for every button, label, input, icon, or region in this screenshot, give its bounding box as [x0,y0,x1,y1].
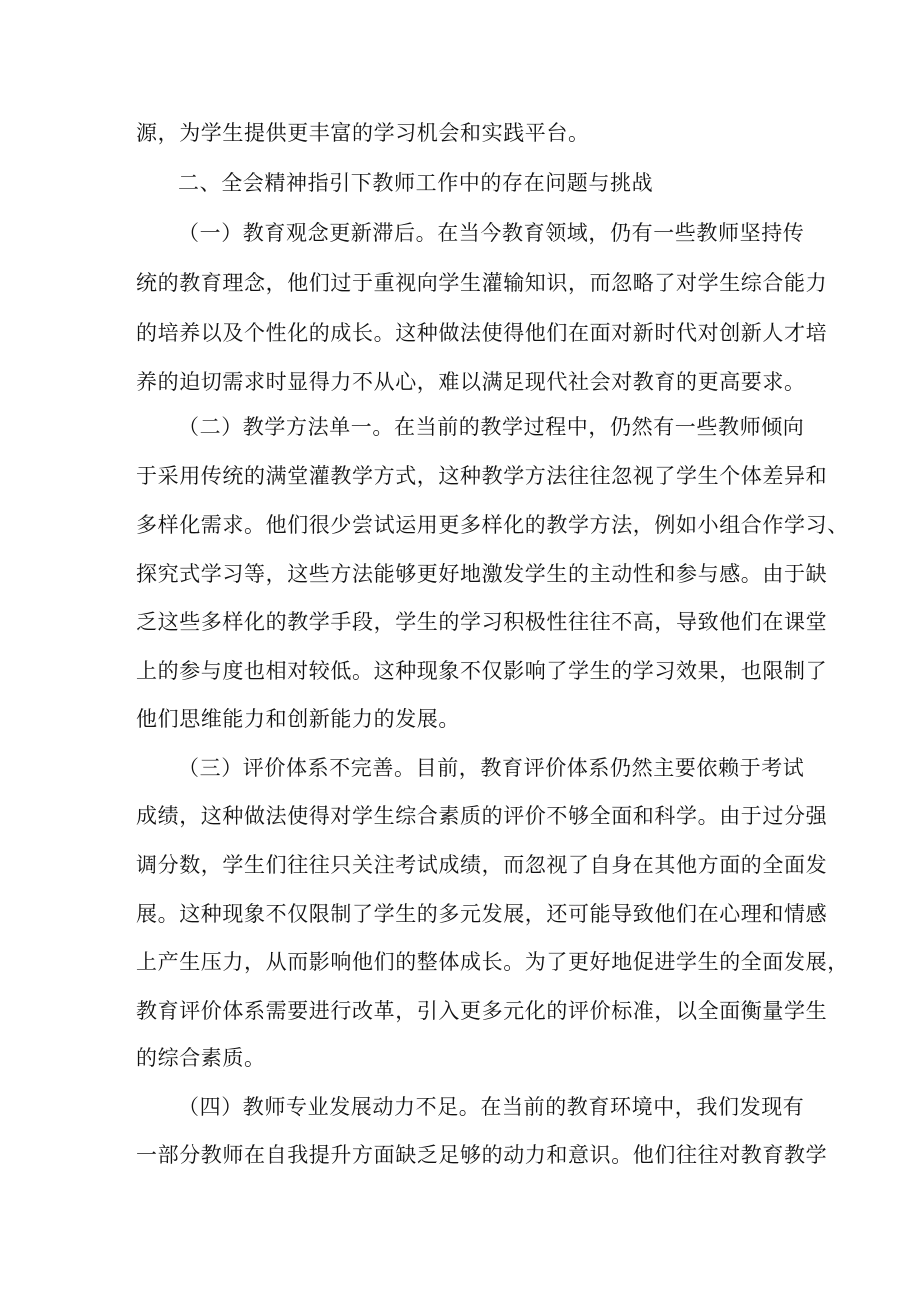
text-line: 源，为学生提供更丰富的学习机会和实践平台。 [136,121,590,145]
paragraph-line: 统的教育理念，他们过于重视向学生灌输知识，而忽略了对学生综合能力 [136,271,828,295]
paragraph-line: 多样化需求。他们很少尝试运用更多样化的教学方法，例如小组合作学习、 [136,513,849,537]
paragraph-line: 的综合素质。 [136,1046,266,1070]
paragraph-line: 探究式学习等，这些方法能够更好地激发学生的主动性和参与感。由于缺 [136,562,828,586]
section-heading: 二、全会精神指引下教师工作中的存在问题与挑战 [178,171,654,195]
paragraph-line: 上的参与度也相对较低。这种现象不仅影响了学生的学习效果，也限制了 [136,659,828,683]
paragraph-line: 一部分教师在自我提升方面缺乏足够的动力和意识。他们往往对教育教学 [136,1143,828,1167]
paragraph-line: 展。这种现象不仅限制了学生的多元发展，还可能导致他们在心理和情感 [136,902,828,926]
paragraph-line: 于采用传统的满堂灌教学方式，这种教学方法往往忽视了学生个体差异和 [136,464,828,488]
paragraph-line: （一）教育观念更新滞后。在当今教育领域，仍有一些教师坚持传 [178,221,805,245]
paragraph-line: 教育评价体系需要进行改革，引入更多元化的评价标准，以全面衡量学生 [136,999,828,1023]
paragraph-line: 乏这些多样化的教学手段，学生的学习积极性往往不高，导致他们在课堂 [136,610,828,634]
paragraph-line: 他们思维能力和创新能力的发展。 [136,707,460,731]
paragraph-line: 养的迫切需求时显得力不从心，难以满足现代社会对教育的更高要求。 [136,370,806,394]
paragraph-line: 上产生压力，从而影响他们的整体成长。为了更好地促进学生的全面发展， [136,950,849,974]
paragraph-line: 成绩，这种做法使得对学生综合素质的评价不够全面和科学。由于过分强 [136,804,828,828]
paragraph-line: （四）教师专业发展动力不足。在当前的教育环境中，我们发现有 [178,1095,805,1119]
paragraph-line: 调分数，学生们往往只关注考试成绩，而忽视了自身在其他方面的全面发 [136,853,828,877]
paragraph-line: （二）教学方法单一。在当前的教学过程中，仍然有一些教师倾向 [178,415,805,439]
paragraph-line: 的培养以及个性化的成长。这种做法使得他们在面对新时代对创新人才培 [136,321,828,345]
paragraph-line: （三）评价体系不完善。目前，教育评价体系仍然主要依赖于考试 [178,756,805,780]
